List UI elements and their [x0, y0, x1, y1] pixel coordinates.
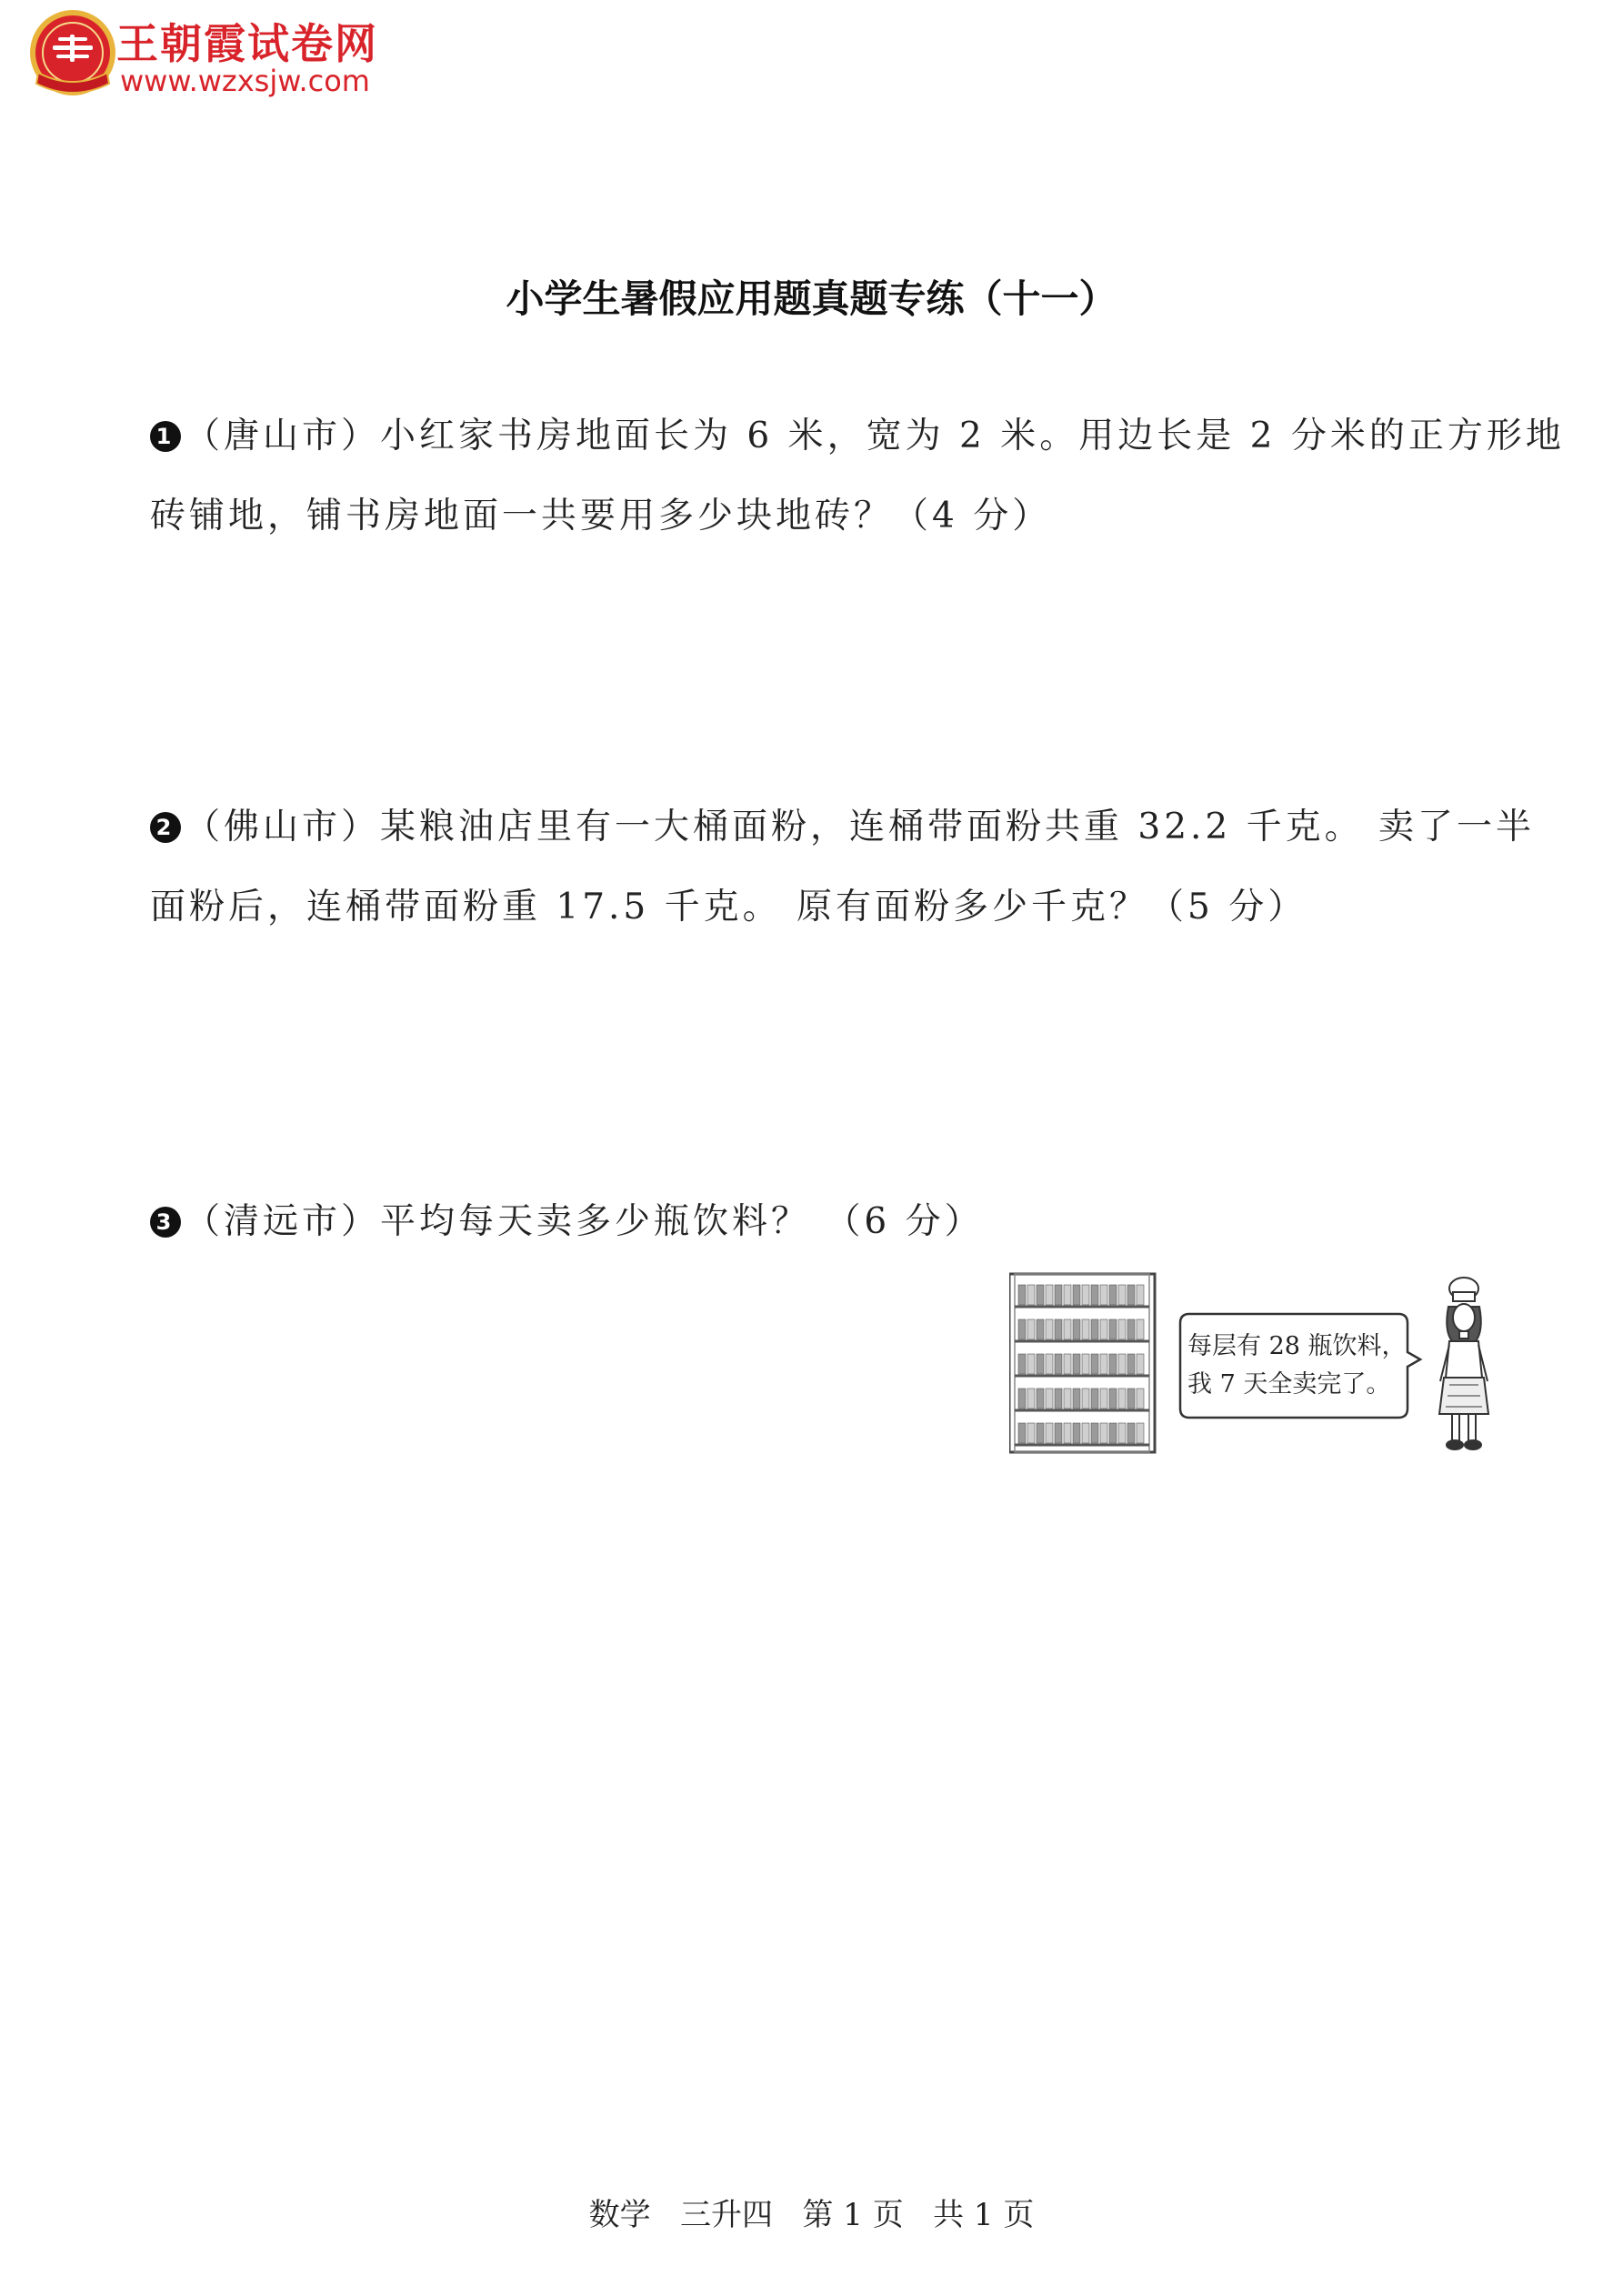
question-3-line-1 [150, 1182, 1496, 1262]
speech-bubble-line-1: 每层有 28 瓶饮料， [1187, 1332, 1407, 1360]
seal-logo-icon [27, 7, 118, 98]
question-1-line-1 [150, 396, 1565, 476]
question-3-illustration [1009, 1268, 1500, 1459]
question-2-text-1: （佛山市）某粮油店里有一大桶面粉，连桶带面粉共重 32.2 千克。 卖了一半 [185, 807, 1536, 847]
drink-shelf-icon [1009, 1274, 1155, 1452]
question-1 [150, 396, 1565, 556]
question-3 [150, 1182, 1496, 1262]
speech-bubble-line-2: 我 7 天全卖完了。 [1187, 1370, 1391, 1399]
question-1-line-2: 砖铺地，铺书房地面一共要用多少块地砖？（4 分） [150, 496, 1052, 536]
question-2-line-2: 面粉后，连桶带面粉重 17.5 千克。 原有面粉多少千克？（5 分） [150, 887, 1307, 927]
question-number-badge: 3 [150, 1207, 181, 1238]
brand-url-link[interactable]: www.wzxsjw.com [120, 64, 370, 98]
question-number-badge: 2 [150, 812, 181, 843]
question-number-badge: 1 [150, 421, 181, 452]
brand-name: 王朝霞试卷网 [116, 19, 378, 68]
girl-chef-icon [1439, 1278, 1488, 1449]
question-2-line-1 [150, 787, 1536, 867]
site-logo [27, 7, 409, 98]
page-footer: 数学 三升四 第 1 页 共 1 页 [588, 2197, 1035, 2233]
page-title: 小学生暑假应用题真题专练（十一） [506, 276, 1117, 321]
question-2 [150, 787, 1536, 947]
question-3-text-1: （清远市）平均每天卖多少瓶饮料？ （6 分） [185, 1201, 984, 1242]
question-1-text-1: （唐山市）小红家书房地面长为 6 米，宽为 2 米。用边长是 2 分米的正方形地 [185, 416, 1565, 456]
